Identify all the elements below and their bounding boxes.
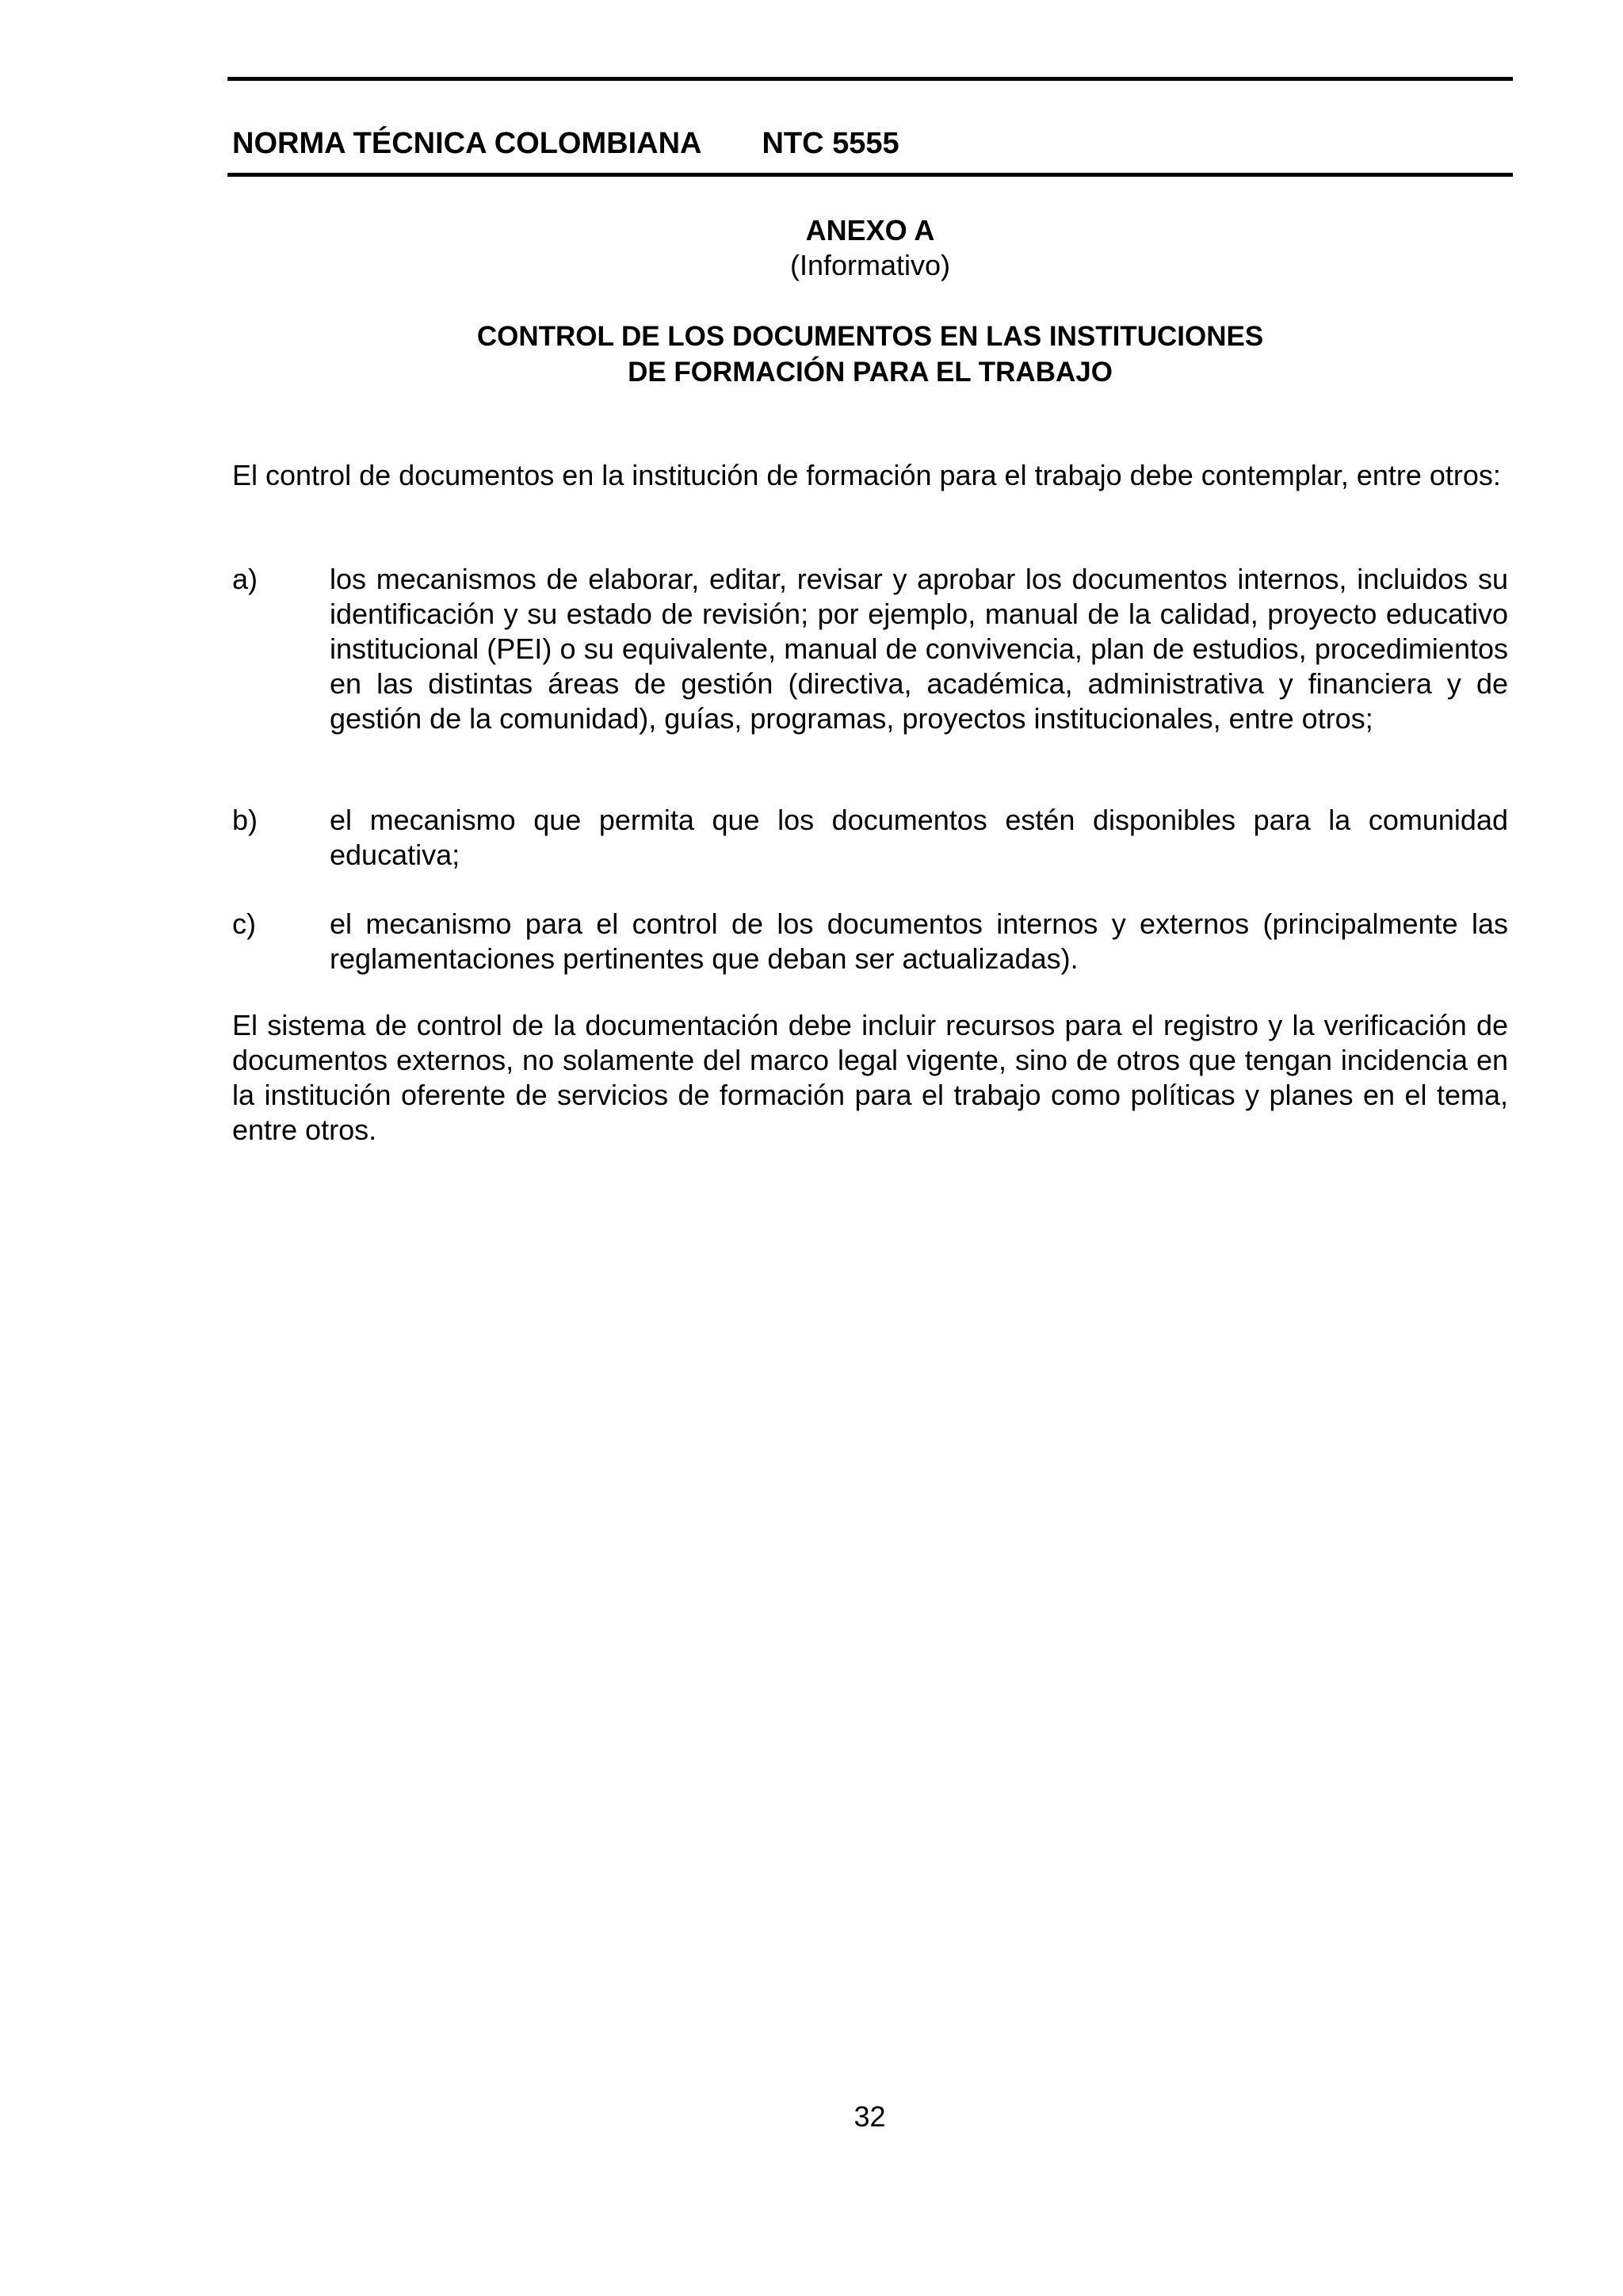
header-bottom-rule xyxy=(227,173,1513,177)
annex-title: ANEXO A xyxy=(805,214,935,246)
list-item-text: el mecanismo para el control de los documentos internos y externos (principalmente las reglamentaciones pertinentes que deban ser actualizadas). xyxy=(330,907,1508,975)
intro-paragraph: El control de documentos en la institución de formación para el trabajo debe contemplar, entre otros: xyxy=(232,459,1501,491)
section-title-line-2: DE FORMACIÓN PARA EL TRABAJO xyxy=(628,357,1113,388)
list-item xyxy=(232,907,1508,976)
page-number: 32 xyxy=(854,2100,886,2133)
page-header xyxy=(232,127,899,161)
list-item-marker: a) xyxy=(232,563,258,595)
standard-code: NTC 5555 xyxy=(762,127,899,160)
list-item xyxy=(232,562,1508,736)
list-item xyxy=(232,803,1508,873)
section-title-line-1: CONTROL DE LOS DOCUMENTOS EN LAS INSTITUCIONES xyxy=(476,321,1264,352)
closing-paragraph: El sistema de control de la documentación debe incluir recursos para el registro y la verificación de documentos externos, no solamente del marco legal vigente, sino de otros que tengan incidencia en la institución oferente de servicios de formación para el trabajo como políticas y planes en el tema, entre otros. xyxy=(232,1009,1508,1146)
list-item-text: el mecanismo que permita que los documentos estén disponibles para la comunidad educativa; xyxy=(330,804,1508,871)
list-item-text: los mecanismos de elaborar, editar, revisar y aprobar los documentos internos, incluidos su identificación y su estado de revisión; por ejemplo, manual de la calidad, proyecto educativo institucional (PEI) o su equivalente, manual de convivencia, plan de estudios, procedimientos en las distintas áreas de gestión (directiva, académica, administrativa y financiera y de gestión de la comunidad), guías, programas, proyectos institucionales, entre otros; xyxy=(330,563,1508,735)
annex-type: (Informativo) xyxy=(789,249,951,281)
header-top-rule xyxy=(227,77,1513,81)
list-item-marker: b) xyxy=(232,804,258,836)
standard-title: NORMA TÉCNICA COLOMBIANA xyxy=(232,127,702,160)
list-item-marker: c) xyxy=(232,907,256,940)
section-title xyxy=(227,319,1513,390)
